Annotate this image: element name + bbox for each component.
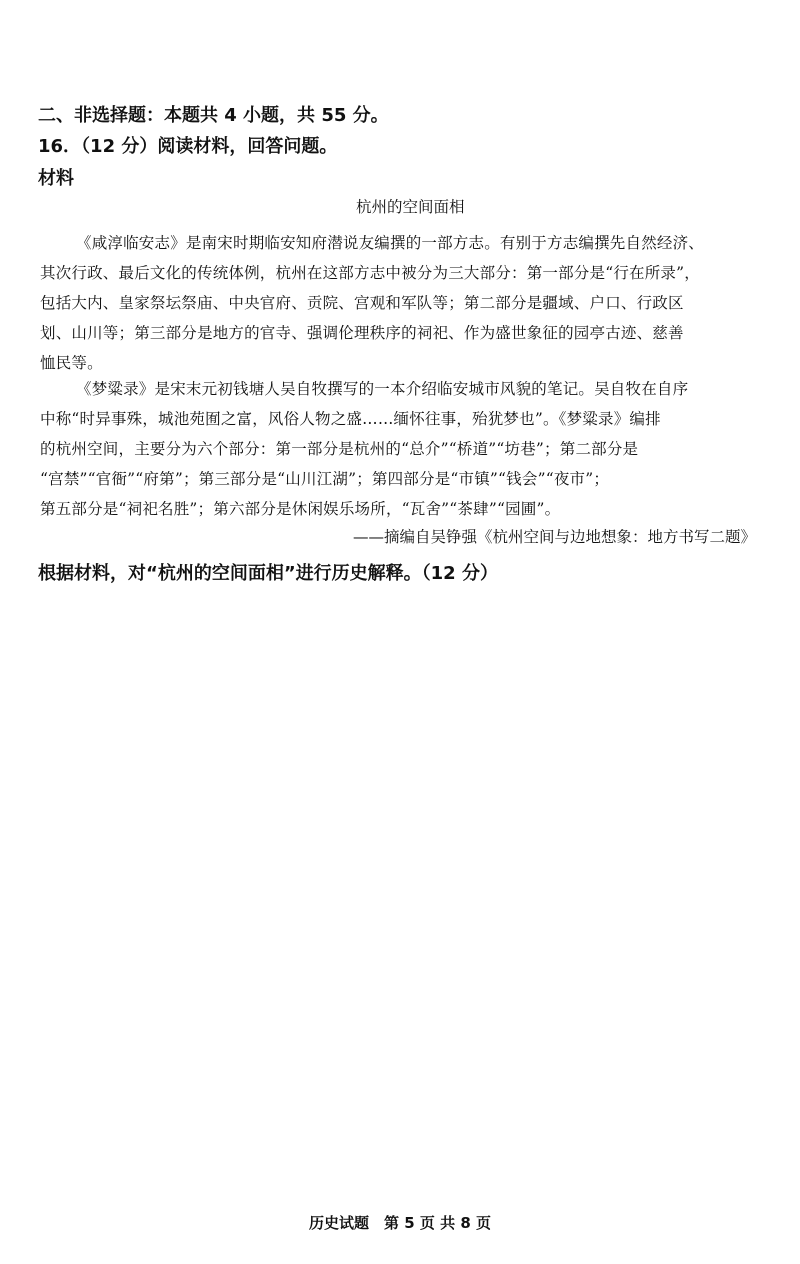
paragraph-2-line: 的杭州空间，主要分为六个部分：第一部分是杭州的“总介”“桥道”“坊巷”；第二部分是 bbox=[40, 440, 639, 458]
source-citation: ——摘编自吴铮强《杭州空间与边地想象：地方书写二题》 bbox=[352, 528, 756, 546]
page-footer: 历史试题 第 5 页 共 8 页 bbox=[309, 1214, 491, 1232]
question-16: 16．（12 分）阅读材料，回答问题。 bbox=[38, 136, 338, 157]
paragraph-2-line: 中称“时异事殊，城池苑囿之富，风俗人物之盛……缅怀往事，殆犹梦也”。《梦粱录》编排 bbox=[40, 410, 661, 428]
section-title: 二、非选择题：本题共 4 小题，共 55 分。 bbox=[38, 105, 389, 126]
material-title: 杭州的空间面相 bbox=[356, 198, 465, 216]
paragraph-1-line: 恤民等。 bbox=[40, 354, 103, 372]
paragraph-1-line: 《咸淳临安志》是南宋时期临安知府潜说友编撰的一部方志。有别于方志编撰先自然经济、 bbox=[76, 234, 705, 252]
paragraph-1-line: 划、山川等；第三部分是地方的官寺、强调伦理秩序的祠祀、作为盛世象征的园亭古迹、慈善 bbox=[40, 324, 684, 342]
paragraph-2-line: 第五部分是“祠祀名胜”；第六部分是休闲娱乐场所，“瓦舍”“茶肆”“园圃”。 bbox=[40, 500, 561, 518]
material-label: 材料 bbox=[38, 168, 74, 189]
question-prompt: 根据材料，对“杭州的空间面相”进行历史解释。（12 分） bbox=[38, 563, 498, 584]
paragraph-2-line: “宫禁”“官衙”“府第”；第三部分是“山川江湖”；第四部分是“市镇”“钱会”“夜市”； bbox=[40, 470, 610, 488]
paragraph-2-line: 《梦粱录》是宋末元初钱塘人吴自牧撰写的一本介绍临安城市风貌的笔记。吴自牧在自序 bbox=[76, 380, 689, 398]
paragraph-1-line: 其次行政、最后文化的传统体例，杭州在这部方志中被分为三大部分：第一部分是“行在所录”， bbox=[40, 264, 700, 282]
paragraph-1-line: 包括大内、皇家祭坛祭庙、中央官府、贡院、宫观和军队等；第二部分是疆域、户口、行政区 bbox=[40, 294, 684, 312]
